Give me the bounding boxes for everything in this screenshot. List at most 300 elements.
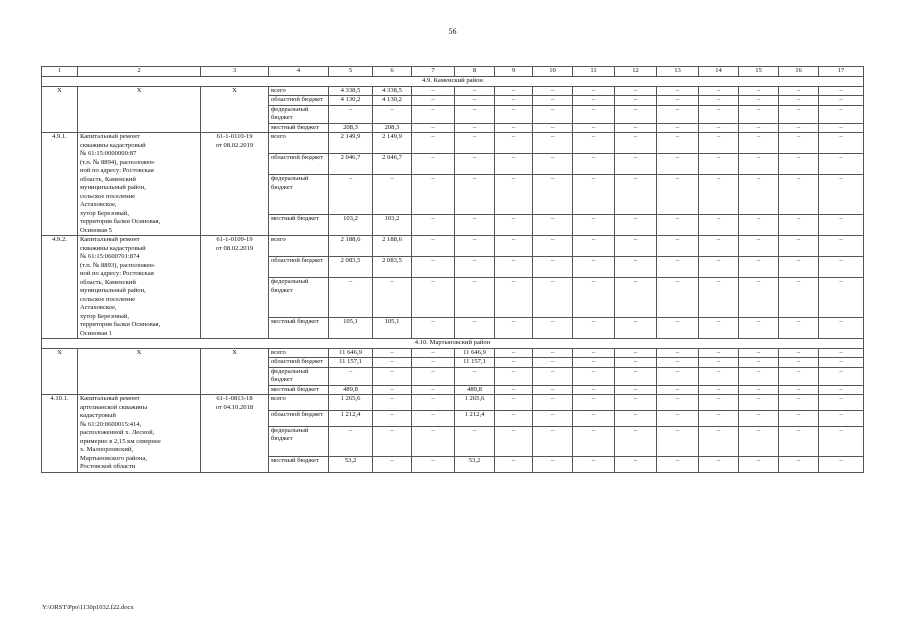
value-cell: – [455,278,495,318]
value-cell: – [819,410,864,426]
total-marker-cell: Х [42,86,78,133]
value-cell: 53,2 [455,456,495,472]
value-cell: – [533,456,573,472]
value-cell: – [819,278,864,318]
funding-source-cell: федеральный бюджет [269,105,329,123]
value-cell: – [699,278,739,318]
value-cell: – [373,395,412,411]
value-cell: 1 212,4 [455,410,495,426]
value-cell: – [657,175,699,215]
value-cell: – [615,154,657,175]
value-cell: 1 212,4 [329,410,373,426]
page-number: 56 [448,27,457,36]
value-cell: – [455,317,495,338]
value-cell: – [699,426,739,456]
value-cell: – [495,257,533,278]
value-cell: – [455,133,495,154]
value-cell: – [699,105,739,123]
value-cell: – [657,385,699,395]
value-cell: – [657,236,699,257]
value-cell: – [495,214,533,235]
value-cell: – [699,456,739,472]
value-cell: – [573,395,615,411]
value-cell: 53,2 [329,456,373,472]
value-cell: – [329,278,373,318]
value-cell: – [615,257,657,278]
value-cell: – [699,367,739,385]
value-cell: – [819,105,864,123]
item-number-cell: 4.9.2. [42,236,78,339]
value-cell: – [739,257,779,278]
value-cell: – [533,385,573,395]
value-cell: – [495,154,533,175]
value-cell: – [739,426,779,456]
value-cell: – [533,105,573,123]
value-cell: – [455,175,495,215]
value-cell: – [455,123,495,133]
value-cell: – [533,96,573,106]
value-cell: – [615,348,657,358]
value-cell: – [533,395,573,411]
value-cell: – [615,86,657,96]
value-cell: – [779,426,819,456]
table-row [42,395,864,411]
value-cell: 1 265,6 [329,395,373,411]
value-cell: – [573,367,615,385]
value-cell: – [573,105,615,123]
column-header: 7 [412,67,455,77]
value-cell: – [573,133,615,154]
value-cell: – [615,214,657,235]
column-header: 5 [329,67,373,77]
value-cell: – [657,154,699,175]
value-cell: – [739,278,779,318]
funding-source-cell: всего [269,133,329,154]
value-cell: – [739,367,779,385]
value-cell: – [573,86,615,96]
value-cell: – [615,96,657,106]
value-cell: 105,1 [373,317,412,338]
value-cell: – [657,257,699,278]
value-cell: – [657,456,699,472]
value-cell: – [819,236,864,257]
funding-source-cell: областной бюджет [269,410,329,426]
value-cell: – [495,96,533,106]
value-cell: – [615,410,657,426]
value-cell: – [779,236,819,257]
value-cell: – [779,257,819,278]
value-cell: – [739,175,779,215]
value-cell: – [455,214,495,235]
value-cell: – [699,175,739,215]
value-cell: – [329,175,373,215]
value-cell: – [779,133,819,154]
value-cell: – [412,278,455,318]
value-cell: – [495,278,533,318]
value-cell: – [739,96,779,106]
value-cell: – [819,123,864,133]
funding-source-cell: местный бюджет [269,456,329,472]
column-header: 8 [455,67,495,77]
value-cell: – [779,367,819,385]
value-cell: – [699,133,739,154]
value-cell: – [657,86,699,96]
value-cell: – [573,96,615,106]
funding-source-cell: федеральный бюджет [269,175,329,215]
value-cell: 489,8 [455,385,495,395]
value-cell: – [412,123,455,133]
value-cell: – [779,317,819,338]
value-cell: – [739,154,779,175]
funding-source-cell: всего [269,86,329,96]
column-header: 14 [699,67,739,77]
value-cell: – [779,358,819,368]
value-cell: – [615,358,657,368]
value-cell: – [412,395,455,411]
column-header: 16 [779,67,819,77]
value-cell: – [657,317,699,338]
value-cell: – [533,426,573,456]
value-cell: – [819,133,864,154]
value-cell: – [373,175,412,215]
value-cell: – [739,456,779,472]
value-cell: 11 157,1 [455,358,495,368]
value-cell: – [819,317,864,338]
value-cell: – [819,257,864,278]
section-header-row [42,77,864,87]
value-cell: – [495,410,533,426]
value-cell: – [533,257,573,278]
value-cell: – [455,236,495,257]
value-cell: – [455,105,495,123]
value-cell: – [819,367,864,385]
value-cell: – [573,236,615,257]
value-cell: 2 188,6 [329,236,373,257]
value-cell: – [495,367,533,385]
item-number-cell: 4.9.1. [42,133,78,236]
project-code-cell: 61-1-0109-19 от 08.02.2019 [201,236,269,339]
funding-source-cell: всего [269,348,329,358]
value-cell: 2 083,5 [329,257,373,278]
value-cell: – [657,426,699,456]
value-cell: – [412,86,455,96]
value-cell: – [615,133,657,154]
value-cell: – [739,105,779,123]
value-cell: – [739,410,779,426]
value-cell: – [739,348,779,358]
value-cell: – [657,348,699,358]
value-cell: – [819,86,864,96]
section-title: 4.10. Мартыновский район [42,339,864,349]
value-cell: – [533,317,573,338]
value-cell: – [615,456,657,472]
value-cell: – [573,123,615,133]
total-marker-cell: Х [78,86,201,133]
object-description-cell: Капитальный ремонт скважины кадастровый № 61:15:0000000:87 (т.п. № 8894), расположен- ной по адресу: Ростовская область, Каменский муниципальный район, сельское поселение Астаховское, хутор Березовый, территория балки Осиновая, Осиновая 5 [78,133,201,236]
value-cell: – [699,317,739,338]
value-cell: – [373,410,412,426]
value-cell: 1 265,6 [455,395,495,411]
value-cell: – [373,105,412,123]
column-header: 12 [615,67,657,77]
section-header-row [42,339,864,349]
value-cell: 103,2 [373,214,412,235]
object-description-cell: Капитальный ремонт артезианской скважины кадастровый № 61:20:0600015:414, расположенной х. Лесной, примерно в 2,15 км севернее х. Малоорловский, Мартыновского района, Ростовской области [78,395,201,473]
value-cell: – [615,317,657,338]
value-cell: – [573,410,615,426]
value-cell: – [412,133,455,154]
value-cell: – [412,105,455,123]
value-cell: 208,3 [373,123,412,133]
value-cell: – [412,410,455,426]
value-cell: – [412,214,455,235]
value-cell: – [495,385,533,395]
footer-file-path: Y:\ORST\Ppo\1130p1032.f22.docx [42,604,134,611]
value-cell: – [533,410,573,426]
value-cell: – [373,358,412,368]
value-cell: – [739,133,779,154]
value-cell: – [373,348,412,358]
value-cell: 11 157,1 [329,358,373,368]
value-cell: – [455,86,495,96]
funding-source-cell: областной бюджет [269,96,329,106]
funding-source-cell: областной бюджет [269,257,329,278]
value-cell: – [495,358,533,368]
value-cell: – [779,348,819,358]
value-cell: – [329,105,373,123]
value-cell: – [495,86,533,96]
value-cell: – [739,236,779,257]
value-cell: – [495,175,533,215]
value-cell: – [573,278,615,318]
value-cell: – [657,96,699,106]
value-cell: – [739,123,779,133]
value-cell: – [573,214,615,235]
value-cell: – [779,105,819,123]
value-cell: – [819,456,864,472]
object-description-cell: Капитальный ремонт скважины кадастровый № 61:15:0600701:874 (т.п. № 8893), расположен- ной по адресу: Ростовская область, Каменский муниципальный район, сельское поселение Астаховское, хутор Березовый, территория балки Осиновая, Осиновая 1 [78,236,201,339]
value-cell: – [779,395,819,411]
value-cell: 11 646,9 [455,348,495,358]
value-cell: – [739,317,779,338]
value-cell: – [455,96,495,106]
value-cell: – [779,214,819,235]
value-cell: – [657,214,699,235]
value-cell: 2 149,9 [329,133,373,154]
value-cell: – [533,154,573,175]
value-cell: – [699,395,739,411]
value-cell: – [819,214,864,235]
value-cell: 2 046,7 [329,154,373,175]
column-header: 13 [657,67,699,77]
value-cell: – [657,133,699,154]
value-cell: – [699,348,739,358]
funding-source-cell: федеральный бюджет [269,278,329,318]
value-cell: – [699,123,739,133]
value-cell: – [412,154,455,175]
column-header: 3 [201,67,269,77]
value-cell: – [412,175,455,215]
budget-table [41,66,864,473]
table-row [42,86,864,96]
column-header: 15 [739,67,779,77]
value-cell: – [329,426,373,456]
funding-source-cell: федеральный бюджет [269,426,329,456]
value-cell: – [533,358,573,368]
value-cell: 4 130,2 [329,96,373,106]
funding-source-cell: местный бюджет [269,317,329,338]
value-cell: – [495,123,533,133]
value-cell: – [739,86,779,96]
value-cell: – [615,395,657,411]
project-code-cell: 61-1-0813-18 от 04.10.2018 [201,395,269,473]
value-cell: 4 338,5 [329,86,373,96]
column-header: 1 [42,67,78,77]
value-cell: 4 130,2 [373,96,412,106]
column-header: 11 [573,67,615,77]
total-marker-cell: Х [78,348,201,395]
value-cell: – [739,385,779,395]
value-cell: – [819,175,864,215]
value-cell: – [779,175,819,215]
value-cell: – [699,410,739,426]
value-cell: – [657,367,699,385]
value-cell: – [455,426,495,456]
table-row [42,133,864,154]
value-cell: – [495,348,533,358]
value-cell: – [699,257,739,278]
value-cell: – [573,456,615,472]
column-header: 9 [495,67,533,77]
section-title: 4.9. Каменский район [42,77,864,87]
value-cell: – [573,175,615,215]
funding-source-cell: областной бюджет [269,358,329,368]
value-cell: – [615,367,657,385]
value-cell: – [657,395,699,411]
value-cell: – [779,86,819,96]
column-header: 2 [78,67,201,77]
value-cell: 2 083,5 [373,257,412,278]
value-cell: – [495,236,533,257]
value-cell: – [412,236,455,257]
value-cell: – [573,317,615,338]
column-header: 10 [533,67,573,77]
funding-source-cell: местный бюджет [269,123,329,133]
value-cell: – [779,278,819,318]
value-cell: 2 149,9 [373,133,412,154]
value-cell: – [657,123,699,133]
value-cell: – [573,348,615,358]
value-cell: – [412,456,455,472]
value-cell: – [455,367,495,385]
value-cell: – [533,367,573,385]
value-cell: – [412,385,455,395]
value-cell: – [615,236,657,257]
value-cell: 4 338,5 [373,86,412,96]
value-cell: – [615,385,657,395]
value-cell: – [373,456,412,472]
value-cell: – [779,154,819,175]
value-cell: 2 046,7 [373,154,412,175]
value-cell: – [373,278,412,318]
value-cell: – [699,154,739,175]
value-cell: – [495,317,533,338]
value-cell: – [412,96,455,106]
value-cell: – [657,410,699,426]
value-cell: – [819,385,864,395]
value-cell: – [533,278,573,318]
value-cell: – [699,214,739,235]
project-code-cell: 61-1-0110-19 от 08.02.2019 [201,133,269,236]
column-number-row [42,67,864,77]
total-marker-cell: Х [201,86,269,133]
value-cell: – [533,133,573,154]
value-cell: – [819,154,864,175]
value-cell: – [412,257,455,278]
value-cell: – [699,96,739,106]
value-cell: – [455,257,495,278]
value-cell: – [657,278,699,318]
value-cell: – [615,278,657,318]
value-cell: – [495,133,533,154]
funding-source-cell: федеральный бюджет [269,367,329,385]
value-cell: – [615,105,657,123]
column-header: 6 [373,67,412,77]
value-cell: – [657,358,699,368]
value-cell: – [412,348,455,358]
value-cell: – [373,385,412,395]
column-header: 4 [269,67,329,77]
value-cell: – [412,317,455,338]
value-cell: 11 646,9 [329,348,373,358]
value-cell: – [495,456,533,472]
value-cell: – [412,358,455,368]
value-cell: – [779,96,819,106]
value-cell: – [615,175,657,215]
value-cell: – [455,154,495,175]
value-cell: – [495,426,533,456]
value-cell: – [495,105,533,123]
value-cell: – [819,358,864,368]
value-cell: 208,3 [329,123,373,133]
value-cell: – [699,236,739,257]
value-cell: – [779,385,819,395]
value-cell: – [819,96,864,106]
value-cell: 489,8 [329,385,373,395]
value-cell: – [573,358,615,368]
total-marker-cell: Х [42,348,78,395]
value-cell: – [819,348,864,358]
funding-source-cell: всего [269,395,329,411]
value-cell: 2 188,6 [373,236,412,257]
value-cell: – [329,367,373,385]
value-cell: – [412,367,455,385]
value-cell: – [779,456,819,472]
value-cell: – [739,358,779,368]
value-cell: – [699,358,739,368]
value-cell: – [779,410,819,426]
value-cell: – [533,214,573,235]
value-cell: – [573,385,615,395]
value-cell: – [657,105,699,123]
value-cell: – [615,426,657,456]
value-cell: – [412,426,455,456]
value-cell: – [819,395,864,411]
value-cell: – [573,257,615,278]
item-number-cell: 4.10.1. [42,395,78,473]
value-cell: – [533,86,573,96]
value-cell: 103,2 [329,214,373,235]
